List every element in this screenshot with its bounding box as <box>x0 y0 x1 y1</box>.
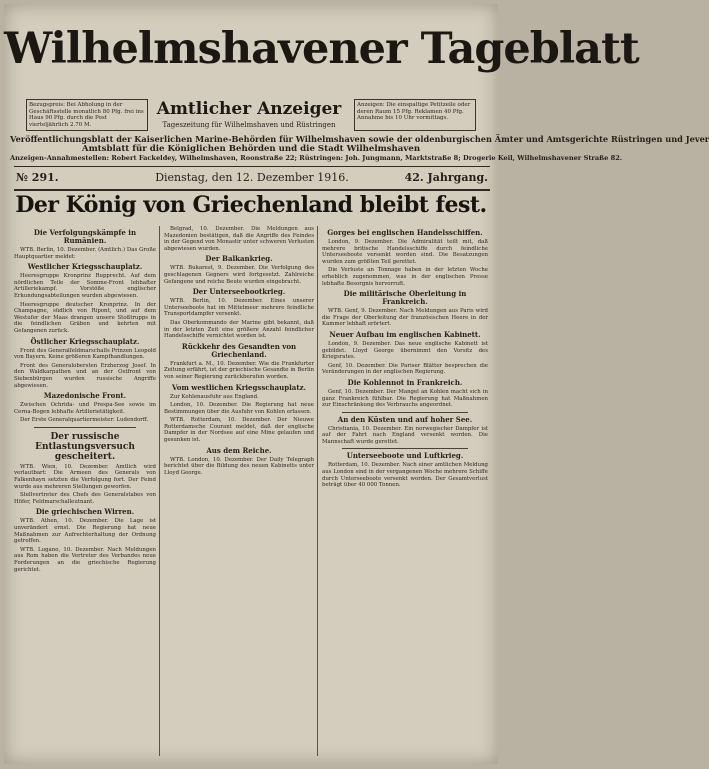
article-text: Genf, 10. Dezember. Der Mangel an Kohlen macht sich in ganz Frankreich fühlbar. Die Regierung hat Maßnahmen zur Einschränkung des Verbrauchs angeordnet. <box>322 388 488 409</box>
article-heading: Der russische Entlastungsversuch gescheitert. <box>35 431 135 462</box>
article-text: Front des Generalobersten Erzherzog Josef. In den Waldkarpathen und an der Ostfront von Siebenbürgen wurden russische Angriffe abgewiesen. <box>14 362 156 389</box>
volume-year: 42. Jahrgang. <box>404 171 488 184</box>
article-text: WTB. Berlin, 10. Dezember. Eines unserer Unterseeboote hat im Mittelmeer mehrere feindliche Transportdampfer versenkt. <box>164 298 314 318</box>
article-text: WTB. Athen, 10. Dezember. Die Lage ist unverändert ernst. Die Regierung hat neue Maßnahmen zur Aufrechterhaltung der Ordnung getroffen. <box>14 518 156 545</box>
article-text: WTB. Wien, 10. Dezember. Amtlich wird verlautbart: Die Armeen des Generals von Falkenhayn setzten die Verfolgung fort. Der Feind wurde aus mehreren Stellungen geworfen. <box>14 463 156 490</box>
article-heading: Der Unterseebootkrieg. <box>192 287 286 297</box>
article-text: Heeresgruppe Kronprinz Rupprecht. Auf dem nördlichen Teile der Somme-Front lebhafter Artilleriekampf. Vorstöße englischer Erkundungsabteilungen wurden abgewiesen. <box>14 273 156 299</box>
article-text: WTB. Lugano, 10. Dezember. Nach Meldungen aus Rom haben die Vertreter des Verbandes neue Forderungen an die griechische Regierung gerichtet. <box>14 546 156 573</box>
article-text: Stellvertreter des Chefs des Generalstabes von Höfer, Feldmarschalleutnant. <box>14 492 156 505</box>
article-text: London, 9. Dezember. Das neue englische Kabinett ist gebildet. Lloyd George übernimmt den Vorsitz des Kriegsrates. <box>322 340 488 361</box>
publication-line-2: Amtsblatt für die Königlichen Behörden und die Stadt Wilhelmshaven <box>81 144 421 154</box>
column-1 <box>14 226 156 756</box>
article-heading: Die Verfolgungskämpfe in Rumänien. <box>33 228 137 245</box>
article-heading: An den Küsten und auf hoher See. <box>337 414 473 424</box>
main-headline: Der König von Griechenland bleibt fest. <box>15 192 487 218</box>
subtitle-row <box>4 99 498 133</box>
column-3 <box>322 226 488 756</box>
article-heading: Vom westlichen Kriegsschauplatz. <box>172 382 306 392</box>
dateline <box>14 166 490 191</box>
article-text: WTB. Genf, 9. Dezember. Nach Meldungen aus Paris wird die Frage der Oberleitung der französischen Heere in der Kammer lebhaft erörtert. <box>322 308 488 328</box>
article-text: Die Verluste an Tonnage haben in der letzten Woche erheblich zugenommen, was in der englischen Presse lebhafte Besorgnis hervorruft. <box>322 267 488 287</box>
article-heading: Aus dem Reiche. <box>206 445 272 455</box>
article-heading: Neuer Aufbau im englischen Kabinett. <box>329 329 481 339</box>
advertising-box: Anzeigen: Die einspaltige Petitzeile oder deren Raum 15 Pfg. Reklamen 40 Pfg. Annahme bis 10 Uhr vormittags. <box>354 99 476 131</box>
article-text: Genf, 10. Dezember. Die Pariser Blätter besprechen die Veränderungen in der englischen Regierung. <box>322 362 488 376</box>
column-rule <box>159 226 160 756</box>
separator <box>342 412 468 413</box>
subscription-box: Bezugspreis: Bei Abholung in der Geschäftsstelle monatlich 80 Pfg. frei ins Haus 90 Pfg. durch die Post vierteljährlich 2.70 M. <box>26 99 148 131</box>
article-heading: Unterseeboote und Luftkrieg. <box>346 451 464 461</box>
article-heading: Mazedonische Front. <box>43 391 127 401</box>
article-text: Christiania, 10. Dezember. Ein norwegischer Dampfer ist auf der Fahrt nach England versenkt worden. Die Mannschaft wurde gerettet. <box>322 425 488 445</box>
article-heading: Der Balkankrieg. <box>205 254 273 264</box>
issue-date: Dienstag, den 12. Dezember 1916. <box>155 171 349 184</box>
article-text: WTB. Rotterdam, 10. Dezember. Der Nieuwe Rotterdamsche Courant meldet, daß der englische Dampfer in der Nordsee auf eine Mine gelaufen und gesunken ist. <box>164 417 314 444</box>
article-text: WTB. London, 10. Dezember. Der Daily Telegraph berichtet über die Bildung des neuen Kabinetts unter Lloyd George. <box>164 456 314 476</box>
article-heading: Rückkehr des Gesandten von Griechenland. <box>181 341 297 359</box>
article-text: Belgrad, 10. Dezember. Die Meldungen aus Mazedonien bestätigen, daß die Angriffe des Feindes in der Gegend von Monastir unter schweren Verlusten abgewiesen wurden. <box>164 226 314 252</box>
article-text: London, 10. Dezember. Die Regierung hat neue Bestimmungen über die Ausfuhr von Kohlen erlassen. <box>164 402 314 415</box>
article-text: Rotterdam, 10. Dezember. Nach einer amtlichen Meldung aus London sind in der vergangenen Woche mehrere Schiffe durch Unterseeboote versenkt worden. Der Gesamtverlust beträgt über 40 000 Tonnen. <box>322 462 488 489</box>
article-heading: Gorges bei englischen Handelsschiffen. <box>327 228 483 237</box>
masthead-title: Wilhelmshavener Tageblatt <box>4 24 639 74</box>
publication-line-1: Veröffentlichungsblatt der Kaiserlichen Marine-Behörden für Wilhelmshaven sowie der oldenburgischen Ämter und Amtsgerichte Rüstringen und Jever <box>10 134 709 144</box>
issue-number: № 291. <box>16 171 59 184</box>
separator <box>342 448 468 449</box>
article-heading: Westlicher Kriegsschauplatz. <box>27 262 143 272</box>
publication-line-3: Anzeigen-Annahmestellen: Robert Fackeldey, Wilhelmshaven, Roonstraße 22; Rüstringen: Joh. Jungmann, Marktstraße 8; Drogerie Keil, Wilhelmshavener Straße 82. <box>10 154 623 162</box>
article-text: Heeresgruppe deutscher Kronprinz. In der Champagne, südlich von Ripont, und auf dem Westufer der Maas drangen unsere Stoßtrupps in die feindlichen Gräben und kehrten mit Gefangenen zurück. <box>14 301 156 334</box>
article-text: Das Oberkommando der Marine gibt bekannt, daß in der letzten Zeit eine größere Anzahl feindlicher Handelsschiffe vernichtet worden ist. <box>164 319 314 340</box>
subtitle-note: Tageszeitung für Wilhelmshaven und Rüstringen <box>162 121 336 129</box>
article-heading: Die militärische Oberleitung in Frankreich. <box>343 289 467 307</box>
article-text: WTB. Berlin, 10. Dezember. (Amtlich.) Das Große Hauptquartier meldet: <box>14 247 156 260</box>
article-text: Der Erste Generalquartiermeister: Ludendorff. <box>20 417 149 424</box>
article-heading: Die Kohlennot in Frankreich. <box>347 377 463 387</box>
separator <box>34 427 136 428</box>
article-text: Front des Generalfeldmarschalls Prinzen Leopold von Bayern. Keine größeren Kampfhandlungen. <box>14 347 156 361</box>
article-text: London, 9. Dezember. Die Admiralität teilt mit, daß mehrere britische Handelsschiffe durch feindliche Unterseeboote versenkt worden sind. Die Besatzungen wurden zum größten Teil gerettet. <box>322 239 488 265</box>
column-rule <box>317 226 318 756</box>
subtitle: Amtlicher Anzeiger <box>156 99 342 119</box>
newspaper-page <box>4 4 709 764</box>
article-text: WTB. Bukarest, 9. Dezember. Die Verfolgung des geschlagenen Gegners wird fortgesetzt. Zahlreiche Gefangene und reiche Beute wurden eingebracht. <box>164 265 314 285</box>
column-2 <box>164 226 314 756</box>
publication-lines <box>10 134 709 162</box>
article-text: Frankfurt a. M., 10. Dezember. Wie die Frankfurter Zeitung erfährt, ist der griechische Gesandte in Berlin von seiner Regierung zurückberufen worden. <box>164 360 314 380</box>
article-heading: Östlicher Kriegsschauplatz. <box>30 336 140 346</box>
article-text: Zur Kohlenausfuhr aus England. <box>170 393 259 400</box>
article-heading: Die griechischen Wirren. <box>35 507 135 517</box>
article-text: Zwischen Ochrida- und Prespa-See sowie im Cerna-Bogen lebhafte Artillerietätigkeit. <box>14 402 156 415</box>
